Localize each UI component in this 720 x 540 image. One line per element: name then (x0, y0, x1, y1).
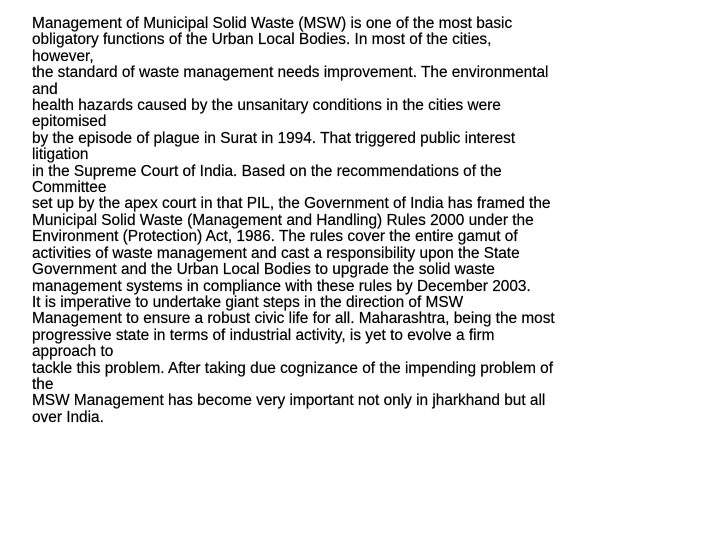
document-body (32, 16, 702, 426)
text-line: Committee (32, 179, 107, 197)
text-line: by the episode of plague in Surat in 1994. That triggered public interest (32, 129, 516, 147)
text-line: Environment (Protection) Act, 1986. The rules cover the entire gamut of (32, 228, 518, 246)
text-line: however, (32, 47, 94, 65)
text-line: and (32, 80, 58, 98)
text-line: Municipal Solid Waste (Management and Handling) Rules 2000 under the (32, 211, 534, 229)
text-line: activities of waste management and cast a responsibility upon the State (32, 244, 520, 262)
text-line: over India. (32, 408, 104, 426)
text-line: set up by the apex court in that PIL, the Government of India has framed the (32, 195, 551, 213)
text-line: Management to ensure a robust civic life for all. Maharashtra, being the most (32, 310, 555, 328)
text-line: litigation (32, 146, 89, 164)
text-line: It is imperative to undertake giant steps in the direction of MSW (32, 293, 464, 311)
text-line: health hazards caused by the unsanitary conditions in the cities were (32, 97, 501, 115)
text-line: MSW Management has become very important not only in jharkhand but all (32, 392, 546, 410)
text-line: management systems in compliance with these rules by December 2003. (32, 277, 531, 295)
text-line: epitomised (32, 113, 107, 131)
text-line: Government and the Urban Local Bodies to upgrade the solid waste (32, 261, 495, 279)
text-line: in the Supreme Court of India. Based on the recommendations of the (32, 162, 502, 180)
text-line: obligatory functions of the Urban Local Bodies. In most of the cities, (32, 31, 492, 49)
text-line: Management of Municipal Solid Waste (MSW) is one of the most basic (32, 15, 513, 32)
text-line: the standard of waste management needs improvement. The environmental (32, 64, 549, 82)
text-line: tackle this problem. After taking due cognizance of the impending problem of (32, 359, 554, 377)
text-line: the (32, 375, 54, 393)
text-line: approach to (32, 343, 114, 361)
text-line: progressive state in terms of industrial activity, is yet to evolve a firm (32, 326, 495, 344)
